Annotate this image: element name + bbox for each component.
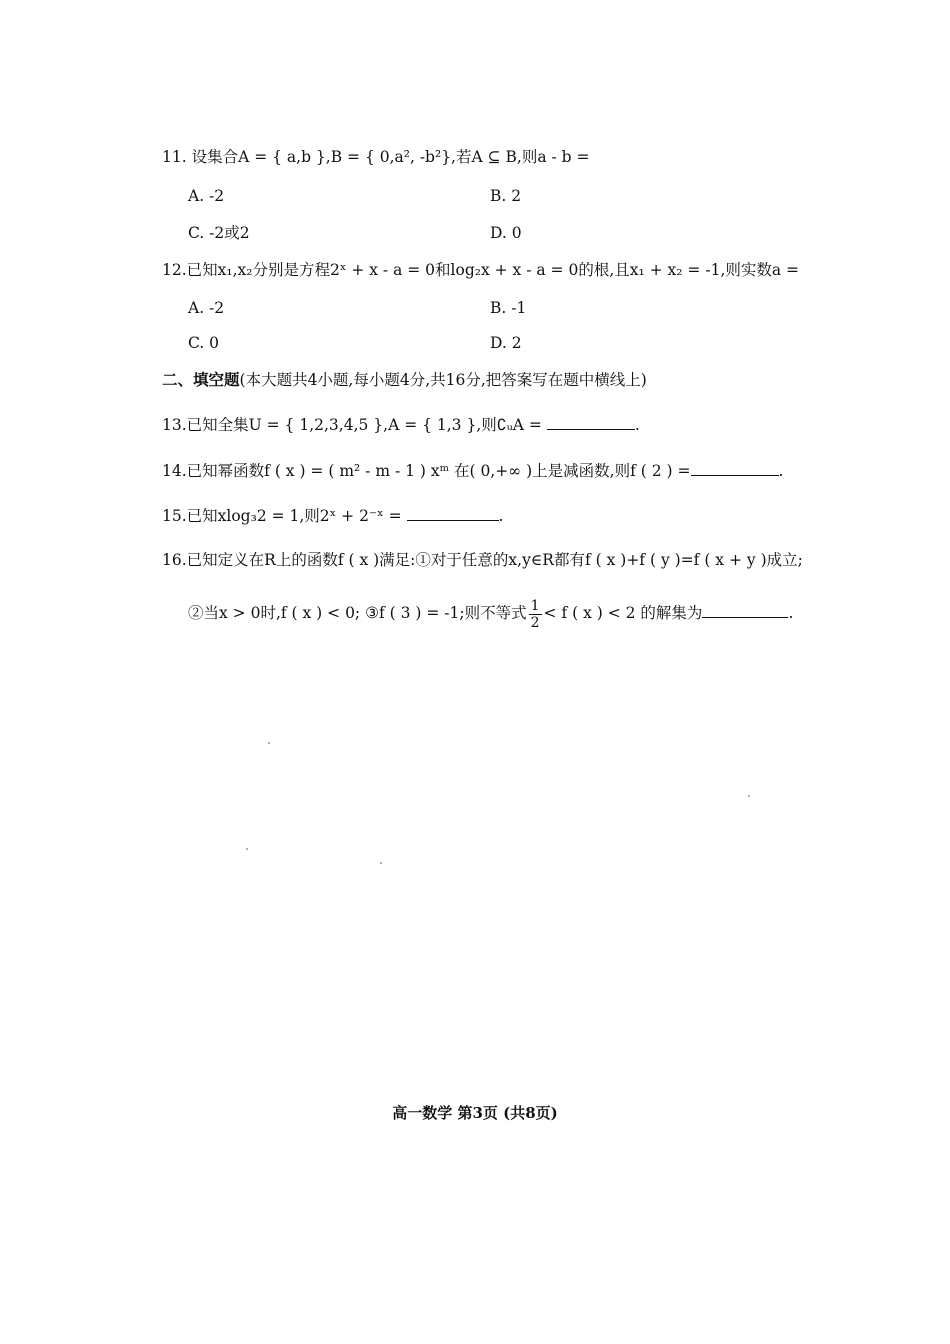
answer-blank-14[interactable]	[691, 460, 779, 476]
section-2-title: 二、填空题	[162, 371, 240, 389]
question-16-line-2	[188, 596, 793, 631]
fraction-denominator: 2	[530, 614, 540, 631]
question-11-stem: 11. 设集合A = { a,b },B = { 0,a², -b²},若A ⊆ B,则a - b =	[162, 148, 590, 166]
question-16-line-1: 16.已知定义在R上的函数f ( x )满足:①对于任意的x,y∈R都有f ( x )+f ( y )=f ( x + y )成立;	[162, 551, 803, 569]
scan-speck	[748, 795, 750, 797]
question-14-end: .	[778, 462, 784, 480]
answer-blank-16[interactable]	[702, 602, 788, 618]
question-11-option-d: D. 0	[490, 224, 522, 242]
scan-speck	[246, 848, 248, 850]
scan-speck	[268, 742, 270, 744]
question-12-option-c: C. 0	[188, 334, 220, 352]
question-11-option-c: C. -2或2	[188, 224, 250, 242]
question-15-text: 15.已知xlog₃2 = 1,则2ˣ + 2⁻ˣ =	[162, 507, 402, 525]
answer-blank-13[interactable]	[547, 414, 635, 430]
question-12-option-b: B. -1	[490, 299, 527, 317]
answer-blank-15[interactable]	[407, 505, 499, 521]
question-15	[162, 505, 503, 527]
question-14	[162, 460, 783, 482]
page-footer: 高一数学 第3页 (共8页)	[392, 1104, 558, 1122]
question-16-text-b: < f ( x ) < 2 的解集为	[543, 604, 703, 622]
one-half-fraction	[529, 598, 542, 631]
question-15-end: .	[498, 507, 504, 525]
section-2-heading	[162, 369, 647, 391]
question-11-option-b: B. 2	[490, 187, 522, 205]
question-13	[162, 414, 640, 436]
question-11-option-a: A. -2	[188, 187, 225, 205]
section-2-note: (本大题共4小题,每小题4分,共16分,把答案写在题中横线上)	[239, 371, 647, 389]
question-12-stem: 12.已知x₁,x₂分别是方程2ˣ + x - a = 0和log₂x + x - a = 0的根,且x₁ + x₂ = -1,则实数a =	[162, 261, 800, 279]
question-12-option-d: D. 2	[490, 334, 522, 352]
question-13-text: 13.已知全集U = { 1,2,3,4,5 },A = { 1,3 },则∁ᵤA =	[162, 416, 542, 434]
question-16-end: .	[788, 604, 794, 622]
question-16-text-a: ②当x > 0时,f ( x ) < 0; ③f ( 3 ) = -1;则不等式	[188, 604, 527, 622]
fraction-numerator: 1	[530, 597, 540, 614]
scan-speck	[380, 862, 382, 864]
question-12-option-a: A. -2	[188, 299, 225, 317]
question-14-text: 14.已知幂函数f ( x ) = ( m² - m - 1 ) xᵐ 在( 0,+∞ )上是减函数,则f ( 2 ) =	[162, 462, 691, 480]
question-13-end: .	[634, 416, 640, 434]
